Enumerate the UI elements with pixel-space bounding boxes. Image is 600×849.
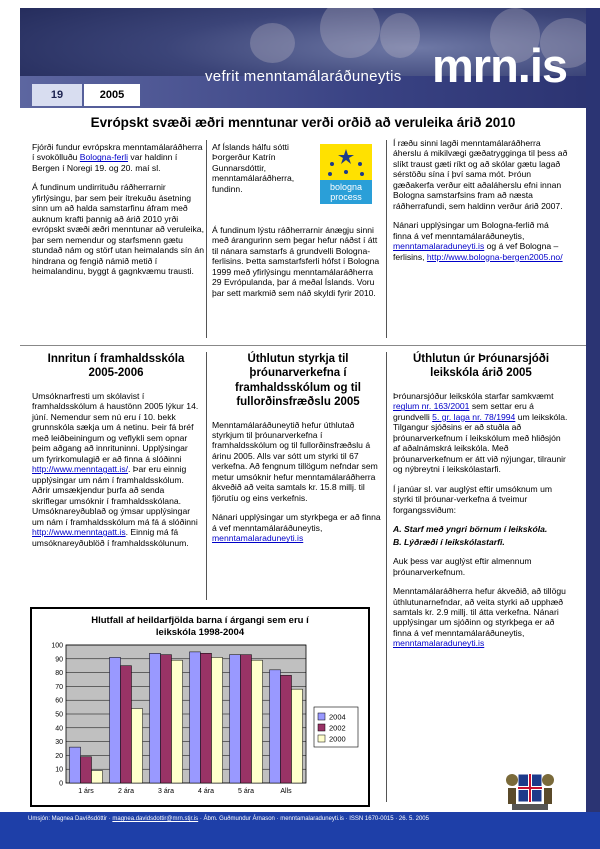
column-rule (386, 352, 387, 802)
column-rule (206, 140, 207, 338)
paragraph: Auk þess var auglýst eftir almennum þróunarverkefnum. (393, 556, 532, 577)
x-tick-label: 1 árs (78, 788, 94, 795)
article-styrkir (212, 352, 384, 553)
paragraph: Á fundinum lýstu ráðherrarnir ánægju sinni með árangurinn sem þegar hefur náðst í átt til nánara samstarfs á grundvelli Bologna-ferlisins. Þetta samstarfsferli hófst í Bologna 1999 með yfirlýsingu menntamálaráðherra 29 Evrópulanda, þar á meðal Íslands. Voru þar sett markmið sem náð skyldi fyrir 2010. (212, 225, 380, 298)
editor-email-link[interactable]: magnea.davidsdottir@mrn.stjr.is (112, 816, 199, 822)
bar-2000-2 (172, 660, 183, 783)
coat-of-arms-icon (504, 762, 556, 814)
crowd-photo (320, 8, 380, 58)
bar-2004-2 (150, 653, 161, 783)
bar-2004-1 (110, 657, 121, 783)
y-tick-label: 100 (51, 642, 63, 650)
paragraph: Í janúar sl. var auglýst eftir umsóknum um styrki til þróunar-verkefna á tveimur forgangssviðum: (393, 483, 553, 515)
menntamalaraduneyti-link[interactable]: menntamalaraduneyti.is (212, 533, 304, 544)
y-tick-label: 30 (55, 739, 63, 747)
logo-word-process: process (330, 192, 362, 202)
priority-item-a: A. Starf með yngri börnum í leikskóla. (393, 524, 548, 535)
y-tick-label: 20 (55, 752, 63, 760)
paragraph: Á fundinum undirrituðu ráðherrarnir yfirlýsingu, þar sem þeir ítrekuðu ásetning sinn um að halda samstarfinu áfram með auknum krafti þannig að árið 2010 yrði evrópskt svæði æðri menntunar að veruleika, þar sem nemendur og starfsmenn gætu stundað nám og störf utan heimalands sín án hindrana og fengið námið metið í heimalandinu, byggt á gagnkvæmu trausti. (32, 182, 204, 277)
main-headline: Evrópskt svæði æðri menntunar verði orðið að veruleika árið 2010 (90, 115, 516, 130)
y-tick-label: 80 (55, 670, 63, 678)
brand-logo: mrn.is (432, 39, 568, 92)
bar-2004-4 (230, 655, 241, 783)
article-title: Úthlutun úr Þróunarsjóði leikskóla árið 2005 (412, 353, 550, 380)
bar-2000-0 (92, 771, 103, 783)
menntagatt-link-2[interactable]: http://www.menntagatt.is (32, 527, 126, 538)
tagline: vefrit menntamálaráðuneytis (205, 68, 402, 85)
bar-2000-3 (212, 657, 223, 783)
menntamalaraduneyti-link[interactable]: menntamalaraduneyti.is (393, 241, 485, 252)
y-tick-label: 90 (55, 656, 63, 664)
article-bologna-col3 (393, 138, 569, 271)
article-bologna-col1 (32, 142, 204, 286)
bar-2004-0 (70, 747, 81, 783)
article-innritun (32, 352, 200, 557)
chart-title: Hlutfall af heildarfjölda barna í árgangi sem eru í (91, 615, 309, 626)
masthead (20, 8, 586, 108)
crowd-photo (250, 23, 295, 63)
footer-credits: Umsjón: Magnea Davíðsdóttir · magnea.davidsdottir@mrn.stjr.is · Ábm. Guðmundur Árnason · menntamalaraduneyti.is · ISSN 1670-0015 · 26. 5. 2005 (28, 816, 429, 822)
menntagatt-link[interactable]: http://www.menntagatt.is/ (32, 464, 129, 475)
bologna-bergen-link[interactable]: http://www.bologna-bergen2005.no/ (426, 251, 563, 262)
paragraph: Nánari upplýsingar um styrkþega er að finna á vef menntamálaráðuneytis, menntamalaraduneyti.is (212, 512, 381, 544)
x-tick-label: 4 ára (198, 788, 214, 795)
chart-canvas (32, 609, 368, 805)
bologna-link[interactable]: Bologna-ferli (79, 152, 129, 163)
paragraph: Menntamálaráðuneytið hefur úthlutað styrkjum til þróunarverkefna í framhaldsskólum og til fullorðinsfræðslu á árinu 2005. Alls var sótt um styrki til 67 verkefna. Að fengnum tillögum nefndar sem metur umsóknir hefur menntamálaráðherra ákveðið að veita samtals kr. 15.8 millj. til fjörutíu og eins verkefnis. (212, 419, 378, 503)
paragraph: Þróunarsjóður leikskóla starfar samkvæmt reglum nr. 163/2001 sem settar eru á grundvelli 5. gr. laga nr. 78/1994 um leikskóla. Tilgangur sjóðsins er að stuðla að þróunarverkefnum í leikskólum með hliðsjón af aðalnámskrá leikskóla. Með þróunarverkefnum er átt við nýjungar, tilraunir og nýbreytni í leikskólastarfi. (393, 390, 568, 475)
column-rule (206, 352, 207, 600)
log-link[interactable]: 5. gr. laga nr. 78/1994 (432, 411, 516, 422)
bar-2000-4 (252, 660, 263, 783)
legend-label-2004: 2004 (329, 712, 346, 722)
bar-2002-2 (161, 655, 172, 783)
y-tick-label: 10 (55, 766, 63, 774)
paragraph: Umsóknarfresti um skólavist í framhaldsskólum á haustönn 2005 lýkur 14. júní. Nemendur sem nú eru í 10. bekk grunnskóla sækja um á netinu. Þeir fá bréf með leiðbeiningum og veflykli sem opnar þeim aðgang að innrituninni. Upplýsingar um fyrirkomulagið er að finna á slóðinni http://www.menntagatt.is/. Þar eru einnig upplýsingar um nám í framhaldsskólum. Aðrir umsækjendur þurfa að senda skriflegar umsóknir í framhaldsskólana. Umsóknareyðublað og ýmsar upplýsingar um nám í framhaldsskólum má fá á slóðinni http://www.menntagatt.is. Einnig má fá umsóknareyðublöð í framhaldsskólunum. (32, 390, 199, 548)
bologna-process-logo (320, 144, 372, 204)
kindergarten-chart (30, 607, 370, 807)
legend-label-2002: 2002 (329, 723, 346, 733)
legend-swatch-2004 (318, 713, 325, 720)
paragraph: Í ræðu sinni lagði menntamálaráðherra áherslu á mikilvægi gæðatrygginga til þess að slíkt traust gæti ríkt og að skólar gætu lagað sérstöðu sína í því sama mót. Þróun gæðakerfa verður eitt aðaláherslu efni innan Bologna samstarfsins fram að næsta ráðherrafundi, sem haldinn verður árið 2007. (393, 138, 568, 211)
paragraph: Af Íslands hálfu sótti Þorgerður Katrín Gunnarsdóttir, menntamálaráðherra, fundinn. (212, 142, 295, 194)
bar-2000-5 (292, 689, 303, 783)
paragraph: Fjórði fundur evrópskra menntamálaráðherra í svokölluðu Bologna-ferli var haldinn í Bergen í Noregi 19. og 20. maí sl. (32, 142, 203, 173)
x-tick-label: 3 ára (158, 788, 174, 795)
bar-2004-5 (270, 670, 281, 783)
paragraph: Menntamálaráðherra hefur ákveðið, að tillögu úthlutunarnefndar, að veita styrki að upphæð samtals kr. 2.9 millj. til átta verkefna. Nánari upplýsingar um sjóðinn og styrkþega er að finna á vef menntamálaráðuneytis, menntamalaraduneyti.is (393, 586, 566, 649)
x-tick-label: 2 ára (118, 788, 134, 795)
section-divider (20, 345, 586, 346)
x-tick-label: Alls (280, 788, 292, 795)
issue-number: 19 (32, 84, 82, 106)
right-margin-strip (586, 8, 600, 812)
article-title: Innritun í framhaldsskóla 2005-2006 (47, 353, 185, 380)
reglur-link[interactable]: reglum nr. 163/2001 (393, 401, 470, 412)
y-tick-label: 50 (55, 711, 63, 719)
legend-swatch-2002 (318, 724, 325, 731)
article-bologna-col2 (212, 142, 316, 203)
bar-2002-5 (281, 675, 292, 783)
bar-2004-3 (190, 652, 201, 783)
y-tick-label: 60 (55, 697, 63, 705)
bar-2000-1 (132, 708, 143, 783)
chart-title-line2: leikskóla 1998-2004 (155, 627, 245, 638)
bar-2002-1 (121, 666, 132, 783)
article-title: Úthlutun styrkja til þróunarverkefna í framhaldsskólum og til fullorðinsfræðslu 2005 (235, 353, 361, 409)
issue-year: 2005 (84, 84, 140, 106)
crowd-photo (380, 13, 420, 58)
article-bologna-col2b (212, 225, 384, 307)
legend-label-2000: 2000 (329, 734, 346, 744)
legend-swatch-2000 (318, 735, 325, 742)
bar-2002-3 (201, 653, 212, 783)
menntamalaraduneyti-link[interactable]: menntamalaraduneyti.is (393, 638, 485, 649)
bar-2002-0 (81, 757, 92, 783)
logo-word-bologna: bologna (329, 182, 363, 192)
bar-2002-4 (241, 655, 252, 783)
x-tick-label: 5 ára (238, 788, 254, 795)
paragraph: Nánari upplýsingar um Bologna-ferlið má finna á vef menntamálaráðuneytis, menntamalaraduneyti.is og á vef Bologna – ferlisins, http://www.bologna-bergen2005.no/ (393, 220, 563, 262)
y-tick-label: 0 (59, 780, 63, 788)
priority-item-b: B. Lýðræði í leikskólastarfi. (393, 536, 505, 547)
y-tick-label: 70 (55, 683, 63, 691)
article-throunarsjodur (393, 352, 569, 658)
column-rule (386, 140, 387, 338)
y-tick-label: 40 (55, 725, 63, 733)
